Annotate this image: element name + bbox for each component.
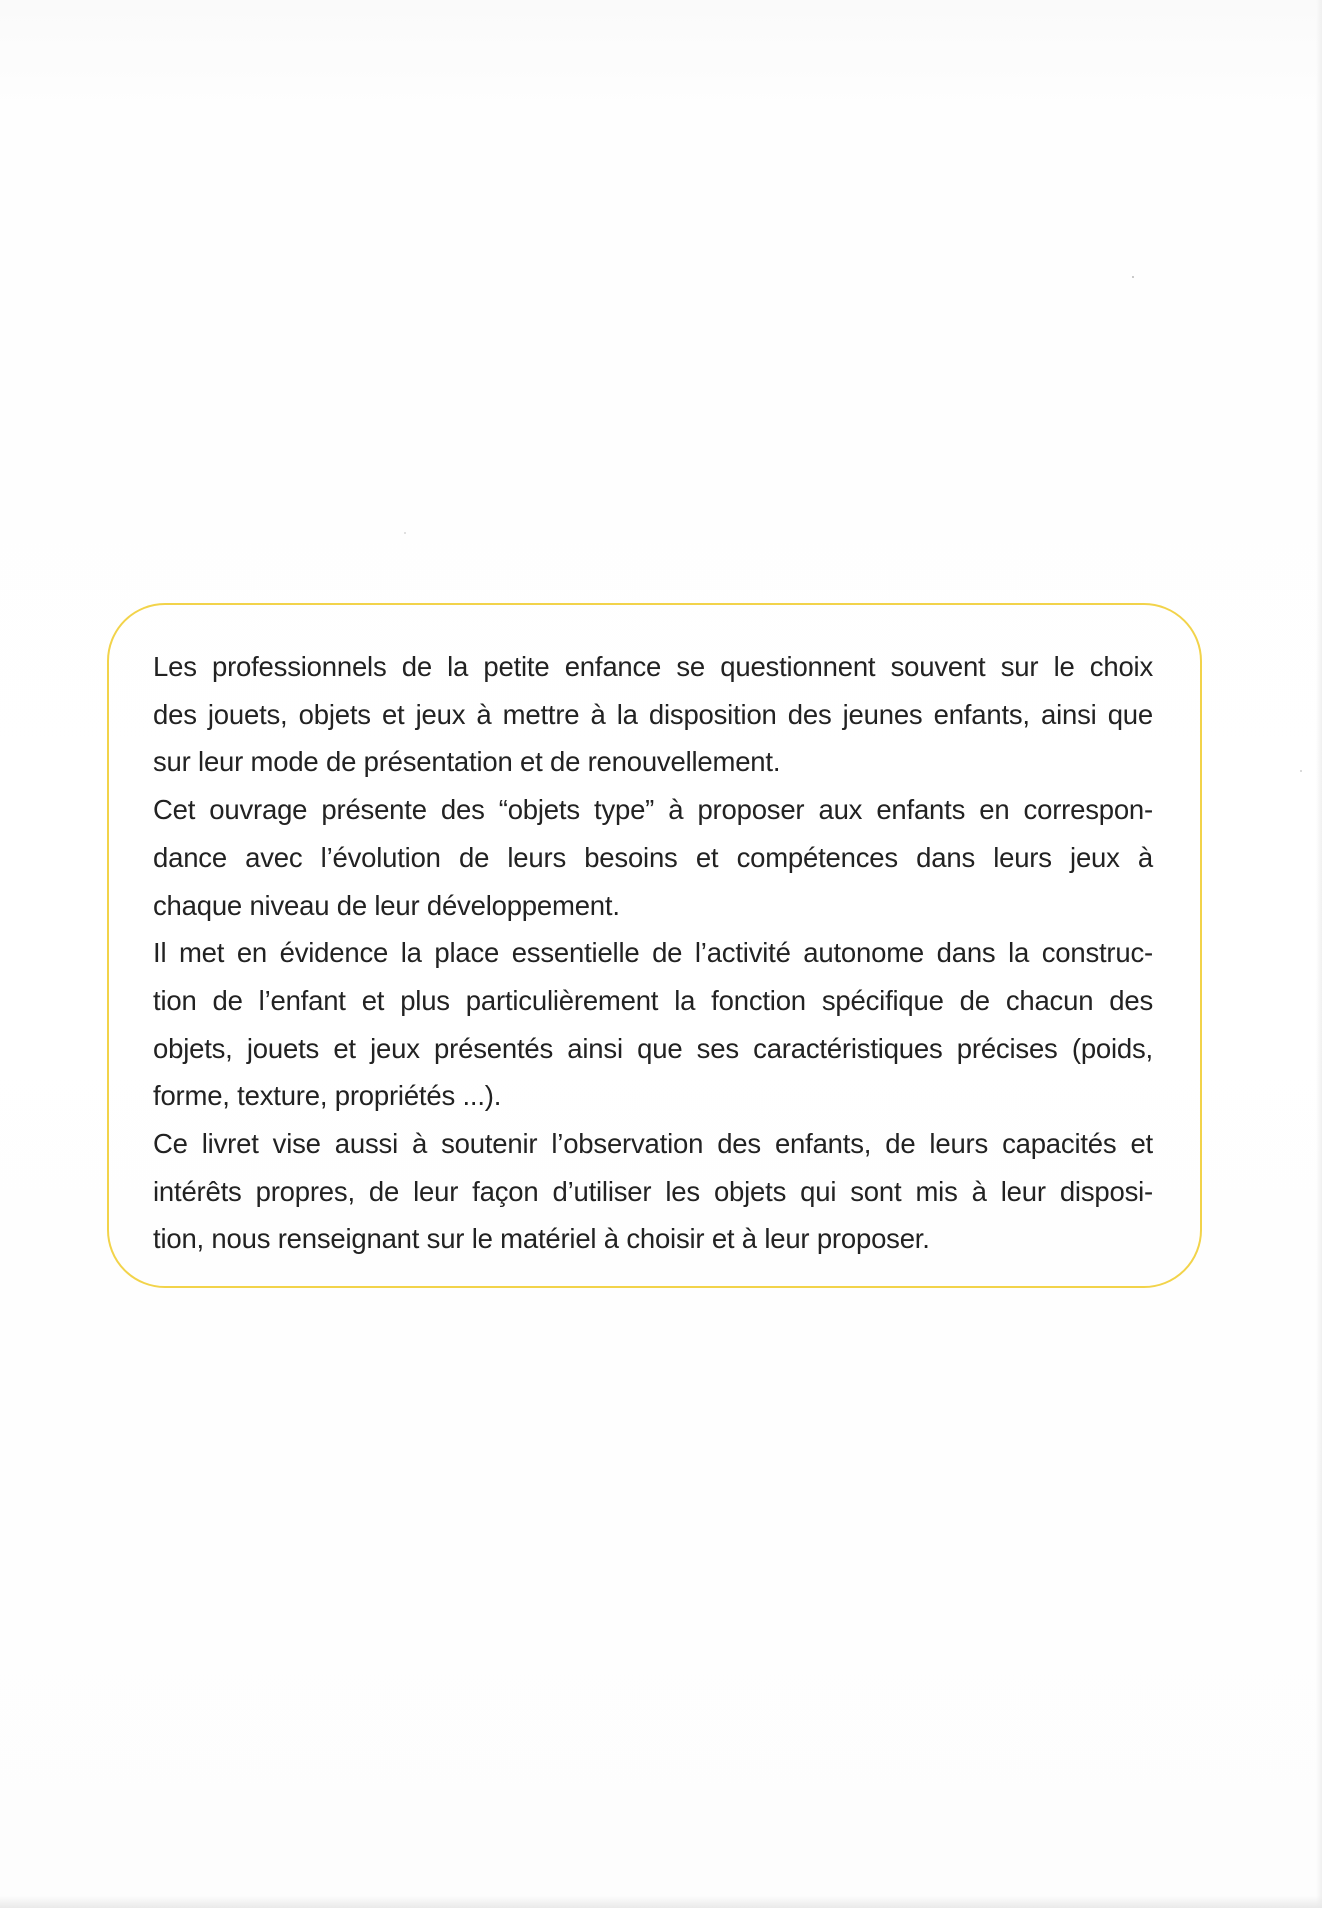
summary-line: chaque niveau de leur développement.: [153, 889, 620, 921]
summary-line: sur leur mode de présentation et de renouvellement.: [153, 746, 781, 778]
summary-paragraph-4: [153, 1120, 1153, 1263]
paper-speck: [404, 532, 406, 534]
summary-paragraph-3: [153, 929, 1153, 1120]
summary-line: intérêts propres, de leur façon d’utiliser les objets qui sont mis à leur disposi-: [153, 1175, 1153, 1207]
summary-line: Cet ouvrage présente des “objets type” à proposer aux enfants en correspon-: [153, 794, 1153, 826]
page-edge-shadow-right: [1316, 0, 1322, 1908]
summary-line: Les professionnels de la petite enfance se questionnent souvent sur le choix: [153, 651, 1153, 682]
back-cover-summary: [153, 643, 1153, 1263]
summary-paragraph-2: [153, 786, 1153, 929]
summary-line: tion de l’enfant et plus particulièrement la fonction spécifique de chacun des: [153, 984, 1153, 1016]
summary-line: dance avec l’évolution de leurs besoins et compétences dans leurs jeux à: [153, 841, 1153, 873]
summary-line: forme, texture, propriétés ...).: [153, 1080, 502, 1112]
summary-paragraph-1: [153, 643, 1153, 786]
paper-speck: [1300, 770, 1302, 772]
page-edge-shadow-bottom: [0, 1896, 1322, 1908]
paper-speck: [1132, 276, 1134, 278]
summary-line: Il met en évidence la place essentielle de l’activité autonome dans la construc-: [153, 937, 1153, 969]
summary-line: des jouets, objets et jeux à mettre à la disposition des jeunes enfants, ainsi que: [153, 698, 1153, 730]
summary-line: Ce livret vise aussi à soutenir l’observation des enfants, de leurs capacités et: [153, 1128, 1153, 1160]
summary-line: tion, nous renseignant sur le matériel à choisir et à leur proposer.: [153, 1223, 930, 1255]
summary-line: objets, jouets et jeux présentés ainsi que ses caractéristiques précises (poids,: [153, 1032, 1153, 1064]
